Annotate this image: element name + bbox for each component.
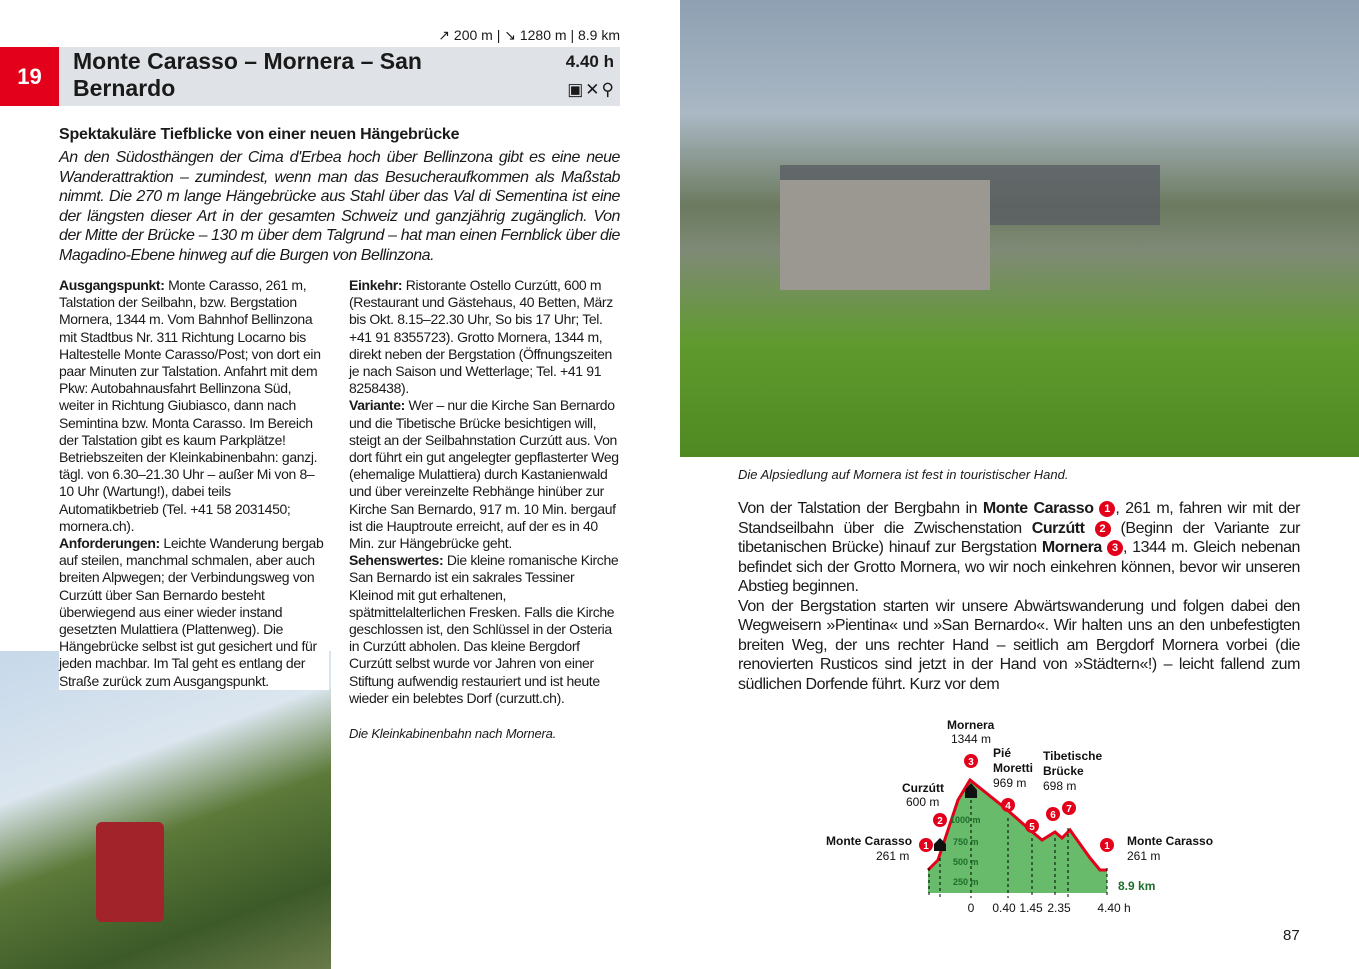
caption-village: Die Alpsiedlung auf Mornera ist fest in touristischer Hand. (738, 467, 1069, 482)
text: (Beginn der Variante zur tibetanischen Brücke) hinauf zur Bergstation (738, 519, 1300, 556)
station-name: Moretti (993, 761, 1033, 775)
time-tick: 0 (967, 901, 975, 915)
info-columns (59, 277, 620, 742)
waypoint-marker: 1 (1104, 841, 1110, 852)
text: Von der Talstation der Bergbahn in (738, 500, 983, 517)
route-info (59, 125, 620, 742)
bus-icon: ▣ (567, 80, 586, 99)
info-column-1-text (59, 277, 329, 690)
route-number: 19 (0, 47, 59, 106)
info-text: Ristorante Ostello Curzútt, 600 m (Restaurant und Gästehaus, 40 Betten, März bis Okt. 8.15–22.30 Uhr, So bis 17 Uhr; Tel. +41 91 8355723). Grotto Mornera, 1344 m, direkt neben der Bergstation (Öffnungszeiten je nach Saison und Wetterlage; Tel. +41 91 8258438). (349, 277, 613, 397)
subtitle: Spektakuläre Tiefblicke von einer neuen Hängebrücke (59, 126, 460, 143)
place-name: Mornera (1041, 539, 1102, 556)
waypoint-marker: 6 (1050, 810, 1056, 821)
info-label: Sehenswertes: (349, 552, 444, 569)
waypoint-marker: 2 (1095, 521, 1111, 537)
waypoint-marker: 7 (1066, 804, 1072, 815)
time-tick: 2.35 (1047, 901, 1071, 915)
waypoint-marker: 4 (1005, 801, 1011, 812)
distance-label: 8.9 km (1118, 879, 1156, 893)
info-text: Monte Carasso, 261 m, Talstation der Seilbahn, bzw. Bergstation Mornera, 1344 m. Vom Bahnhof Bellinzona mit Stadtbus Nr. 311 Richtung Locarno bis Haltestelle Monte Carasso/Post; von dort ein paar Minuten zur Talstation. Anfahrt mit dem Pkw: Autobahnausfahrt Bellinzona Süd, weiter in Richtung Giubiasco, dann nach Semintina bzw. Monta Carasso. Im Bereich der Talstation gibt es kaum Parkplätze! Betriebszeiten der Kleinkabinenbahn: ganzj. tägl. von 6.30–21.30 Uhr – außer Mi von 8–10 Uhr (Wartung!), dabei teils Automatikbetrieb (Tel. +41 58 2031450; mornera.ch). (59, 277, 321, 534)
info-label: Ausgangspunkt: (59, 277, 165, 293)
station-name: Pié (993, 746, 1012, 760)
station-name: Mornera (947, 718, 995, 732)
intro-text: An den Südosthängen der Cima d'Erbea hoch über Bellinzona gibt es eine neue Wanderattraktion – zumindest, wenn man das Besucheraufkommen als Maßstab nimmt. Die 270 m lange Hängebrücke aus Stahl über das Val di Sementina ist eine der längsten dieser Art in der gesamten Schweiz und ganzjährig zugänglich. Von der Mitte der Brücke – 130 m über dem Talgrund – hat man einen Fernblick über die Magadino-Ebene hinweg auf die Burgen von Bellinzona. (59, 149, 620, 264)
route-title: Monte Carasso – Mornera – San Bernardo (73, 48, 422, 101)
info-text: Leichte Wanderung bergab auf steilen, manchmal schmalen, aber auch breiten Alpwegen; der Verbindungsweg von Curzútt über San Bernardo besteht überwiegend aus einer wieder instand gesetzten Mulattiera (Plattenweg). Die Hängebrücke selbst ist gut gesichert und für jeden machbar. Im Tal geht es entlang der Straße zurück zum Ausgangspunkt. (59, 535, 324, 689)
info-column-1 (59, 277, 329, 742)
waypoint-marker: 1 (1099, 501, 1115, 517)
route-stats: ↗ 200 m | ↘ 1280 m | 8.9 km (438, 27, 620, 43)
page-number: 87 (1283, 927, 1300, 944)
y-tick: 500 m (953, 857, 979, 867)
y-tick: 750 m (953, 837, 979, 847)
station-name: Monte Carasso (1127, 834, 1214, 848)
waypoint-marker: 5 (1029, 822, 1035, 833)
info-label: Anforderungen: (59, 535, 160, 552)
station-altitude: 698 m (1043, 779, 1077, 793)
info-text: Wer – nur die Kirche San Bernardo und die Tibetische Brücke besichtigen will, steigt an der Seilbahnstation Curzútt aus. Von dort führt ein gut angelegter gepflasterter Weg (ehemalige Mulattiera) durch Kastanienwald und über vereinzelte Rebhänge hinüber zur Kirche San Bernardo, 917 m. 10 Min. bergauf ist die Hauptroute erreicht, auf der es in 40 Min. zur Hängebrücke geht. (349, 397, 619, 552)
restaurant-icon: ✕ (585, 80, 602, 99)
waypoint-marker: 3 (968, 757, 974, 768)
time-tick: 0.40 (992, 901, 1016, 915)
family-icon: ⚲ (601, 80, 616, 99)
text: , 1344 m. Gleich nebenan befindet sich der Grotto Mornera, wo wir noch einkehren können, bevor wir unseren Abstieg beginnen. (738, 539, 1301, 595)
time-tick: 1.45 (1019, 901, 1043, 915)
station-name: Tibetische (1043, 749, 1103, 763)
station-altitude: 261 m (876, 849, 910, 863)
station-name: Curzútt (902, 781, 944, 795)
waypoint-marker: 1 (923, 841, 929, 852)
info-label: Variante: (349, 397, 405, 414)
waypoint-marker: 3 (1107, 540, 1123, 556)
text: , 261 m, fahren wir mit der Standseilbahn über die Zwischenstation (738, 500, 1300, 537)
station-altitude: 261 m (1127, 849, 1161, 863)
station-name: Monte Carasso (826, 834, 913, 848)
y-tick: 1000 m (950, 815, 981, 825)
y-tick: 250 m (953, 877, 979, 887)
text: Von der Bergstation starten wir unsere Abwärtswanderung und folgen dabei den Wegweisern »Pientina« und »San Bernardo«. Wir halten uns an den unbefestigten breiten Weg, der uns rechter Hand – seitlich am Bergdorf Mornera vorbei (die renovierten Rusticos sind jetzt in der Hand von »Städtern«!) – leicht fallend zum südlichen Dorfende führt. Kurz vor dem (738, 597, 1300, 693)
station-name: Brücke (1043, 764, 1084, 778)
info-label: Einkehr: (349, 277, 403, 293)
caption-cable-car: Die Kleinkabinenbahn nach Mornera. (349, 726, 557, 742)
place-name: Monte Carasso (982, 500, 1094, 517)
station-altitude: 969 m (993, 776, 1027, 790)
info-column-2 (349, 277, 620, 742)
time-tick: 4.40 h (1097, 901, 1131, 915)
waypoint-marker: 2 (937, 816, 943, 827)
station-altitude: 600 m (906, 795, 940, 809)
place-name: Curzútt (1031, 519, 1085, 537)
cable-car-cabin (96, 822, 164, 922)
info-text: Die kleine romanische Kirche San Bernardo ist ein sakrales Tessiner Kleinod mit gut erhaltenen, spätmittelalterlichen Fresken. Falls die Kirche geschlossen ist, den Schlüssel in der Osteria in Curzútt abholen. Das kleine Bergdorf Curzútt selbst wurde vor Jahren von einer Stiftung aufwendig restauriert und ist heute wieder ein belebtes Dorf (curzutt.ch). (349, 552, 619, 706)
station-altitude: 1344 m (951, 732, 992, 746)
route-duration: 4.40 h (565, 52, 614, 71)
